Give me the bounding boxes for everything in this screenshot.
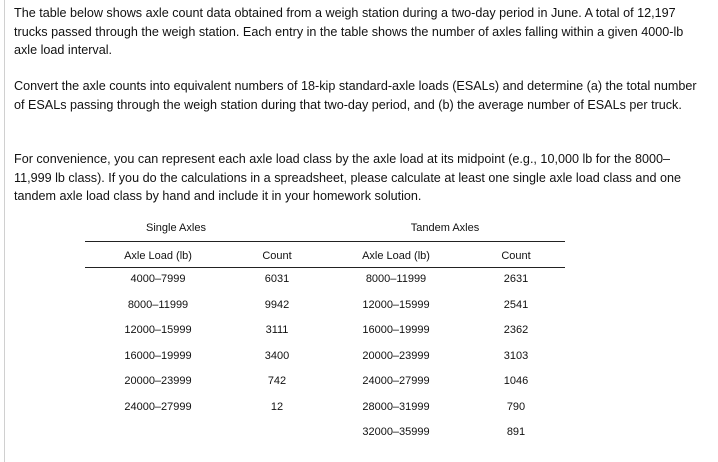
single-count-cell: 12 <box>270 400 284 413</box>
tandem-count-cell: 1046 <box>503 375 529 387</box>
single-load-cell: 16000–19999 <box>124 349 192 362</box>
tandem-load-cell: 16000–19999 <box>362 324 430 336</box>
single-load-cell: 12000–15999 <box>124 324 192 336</box>
single-axles-title: Single Axles <box>146 222 206 234</box>
single-load-header: Axle Load (lb) <box>124 250 192 262</box>
tandem-count-cell: 3103 <box>503 349 529 362</box>
axle-count-table <box>0 222 718 452</box>
problem-hint-paragraph: For convenience, you can represent each axle load class by the axle load at its midpoint (e.g., 10,000 lb for the 8000–11,999 lb class). If you do the calculations in a spreadsheet, please calculate at least one single axle load class and one tandem axle load class by hand and include it in your homework solution. <box>14 152 681 203</box>
tandem-count-header: Count <box>501 250 531 262</box>
problem-task-paragraph: Convert the axle counts into equivalent numbers of 18-kip standard-axle loads (ESALs) and determine (a) the total number of ESALs passing through the weigh station during that two-day period, and (b) the average number of ESALs per truck. <box>14 79 697 112</box>
single-count-cell: 742 <box>267 375 287 387</box>
table-header-rule <box>85 267 565 268</box>
single-count-cell: 9942 <box>264 298 290 311</box>
tandem-load-cell: 20000–23999 <box>362 349 430 362</box>
single-load-cell: 8000–11999 <box>127 298 189 311</box>
tandem-count-cell: 2631 <box>503 273 529 285</box>
tandem-load-cell: 32000–35999 <box>362 426 430 438</box>
problem-intro-paragraph: The table below shows axle count data obtained from a weigh station during a two-day period in June. A total of 12,197 trucks passed through the weigh station. Each entry in the table shows the number of axles falling within a given 4000-lb axle load interval. <box>14 6 684 57</box>
single-count-header: Count <box>262 250 292 262</box>
tandem-load-cell: 8000–11999 <box>365 273 427 285</box>
tandem-load-header: Axle Load (lb) <box>362 250 430 262</box>
single-count-cell: 3111 <box>265 324 289 336</box>
tandem-load-cell: 24000–27999 <box>362 375 430 387</box>
tandem-axles-title: Tandem Axles <box>410 222 480 234</box>
single-load-cell: 4000–7999 <box>130 273 186 285</box>
single-load-cell: 24000–27999 <box>124 400 192 413</box>
single-count-cell: 6031 <box>264 273 290 285</box>
tandem-count-cell: 891 <box>506 426 526 438</box>
tandem-load-cell: 12000–15999 <box>362 298 430 311</box>
single-load-cell: 20000–23999 <box>124 375 192 387</box>
tandem-count-cell: 2541 <box>503 298 529 311</box>
tandem-load-cell: 28000–31999 <box>362 400 430 413</box>
tandem-count-cell: 790 <box>506 400 526 413</box>
tandem-count-cell: 2362 <box>503 324 529 336</box>
table-top-rule <box>85 241 565 242</box>
single-count-cell: 3400 <box>264 349 290 362</box>
